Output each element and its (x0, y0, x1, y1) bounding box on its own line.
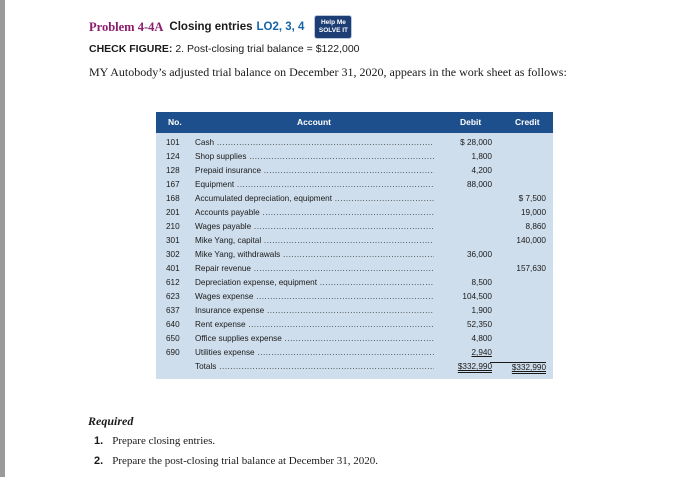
credit-amount: 157,630 (516, 264, 546, 273)
table-row (156, 221, 553, 234)
debit-amount: 4,800 (471, 334, 492, 343)
header-no: No. (168, 117, 182, 127)
account-number: 301 (166, 236, 180, 245)
debit-amount: 88,000 (466, 180, 492, 189)
total-credit: $332,990 (490, 362, 546, 372)
account-name: Wages expense ..... (195, 292, 434, 301)
table-row (156, 165, 553, 178)
debit-amount: $ 28,000 (460, 138, 492, 147)
account-name: Mike Yang, withdrawals ..... (195, 250, 434, 259)
account-number: 302 (166, 250, 180, 259)
account-number: 124 (166, 152, 180, 161)
debit-amount: 1,900 (471, 306, 492, 315)
help-badge-line2: SOLVE IT (318, 27, 348, 34)
table-row (156, 151, 553, 164)
debit-amount: 36,000 (466, 250, 492, 259)
account-name: Repair revenue ..... (195, 264, 434, 273)
table-row (156, 305, 553, 318)
debit-amount: 4,200 (471, 166, 492, 175)
table-header (156, 112, 553, 133)
account-number: 650 (166, 334, 180, 343)
account-name: Shop supplies ..... (195, 152, 434, 161)
account-number: 210 (166, 222, 180, 231)
required-item-text: Prepare the post-closing trial balance at December 31, 2020. (112, 455, 378, 467)
account-number: 623 (166, 292, 180, 301)
account-number: 612 (166, 278, 180, 287)
check-figure (89, 43, 360, 55)
account-name: Mike Yang, capital ..... (195, 236, 434, 245)
check-figure-text: 2. Post-closing trial balance = $122,000 (175, 43, 360, 55)
help-badge-line1: Help Me (320, 19, 346, 26)
totals-label: Totals ..... (195, 362, 434, 371)
account-name: Utilities expense ..... (195, 348, 434, 357)
required-item-number: 1. (94, 435, 104, 447)
table-row (156, 249, 553, 262)
account-number: 167 (166, 180, 180, 189)
table-row (156, 333, 553, 346)
debit-amount: 104,500 (462, 292, 492, 301)
required-item-text: Prepare closing entries. (112, 435, 216, 447)
table-row (156, 291, 553, 304)
account-name: Cash ..... (195, 138, 434, 147)
help-me-solve-it-button[interactable] (314, 15, 352, 39)
account-number: 690 (166, 348, 180, 357)
table-row (156, 319, 553, 332)
debit-amount: 52,350 (466, 320, 492, 329)
table-row (156, 277, 553, 290)
credit-amount: 19,000 (520, 208, 546, 217)
account-name: Wages payable ..... (195, 222, 434, 231)
table-row (156, 235, 553, 248)
account-number: 401 (166, 264, 180, 273)
credit-amount: 140,000 (516, 236, 546, 245)
problem-number: Problem 4-4A (89, 19, 164, 34)
table-row (156, 263, 553, 276)
account-number: 128 (166, 166, 180, 175)
account-number: 637 (166, 306, 180, 315)
problem-title: Closing entries (169, 21, 253, 33)
header-credit: Credit (515, 117, 540, 127)
table-row (156, 137, 553, 150)
debit-amount: 8,500 (471, 278, 492, 287)
account-name: Insurance expense ..... (195, 306, 434, 315)
account-number: 640 (166, 320, 180, 329)
credit-amount: $ 7,500 (518, 194, 546, 203)
table-row (156, 193, 553, 206)
account-name: Accumulated depreciation, equipment ..... (195, 194, 434, 203)
header-debit: Debit (460, 117, 482, 127)
required-item (94, 435, 215, 447)
required-item (94, 455, 378, 467)
required-item-number: 2. (94, 455, 104, 467)
problem-header (89, 17, 352, 37)
account-name: Rent expense ..... (195, 320, 434, 329)
check-figure-label: CHECK FIGURE: (89, 43, 173, 55)
account-name: Office supplies expense ..... (195, 334, 434, 343)
problem-intro: MY Autobody’s adjusted trial balance on December 31, 2020, appears in the work sheet as follows: (89, 65, 567, 79)
debit-amount: 2,940 (471, 348, 492, 357)
trial-balance-table (156, 112, 553, 379)
account-number: 201 (166, 208, 180, 217)
table-row (156, 347, 553, 360)
table-row (156, 179, 553, 192)
header-account: Account (297, 117, 331, 127)
account-name: Equipment ..... (195, 180, 434, 189)
learning-objectives-link[interactable]: LO2, 3, 4 (256, 21, 305, 33)
left-edge-rule (0, 0, 5, 477)
account-name: Depreciation expense, equipment ..... (195, 278, 434, 287)
account-number: 168 (166, 194, 180, 203)
account-number: 101 (166, 138, 180, 147)
required-heading: Required (88, 414, 134, 428)
debit-amount: 1,800 (471, 152, 492, 161)
table-row (156, 207, 553, 220)
account-name: Accounts payable ..... (195, 208, 434, 217)
total-debit: $332,990 (457, 362, 492, 371)
totals-row (156, 361, 553, 374)
account-name: Prepaid insurance ..... (195, 166, 434, 175)
credit-amount: 8,860 (525, 222, 546, 231)
